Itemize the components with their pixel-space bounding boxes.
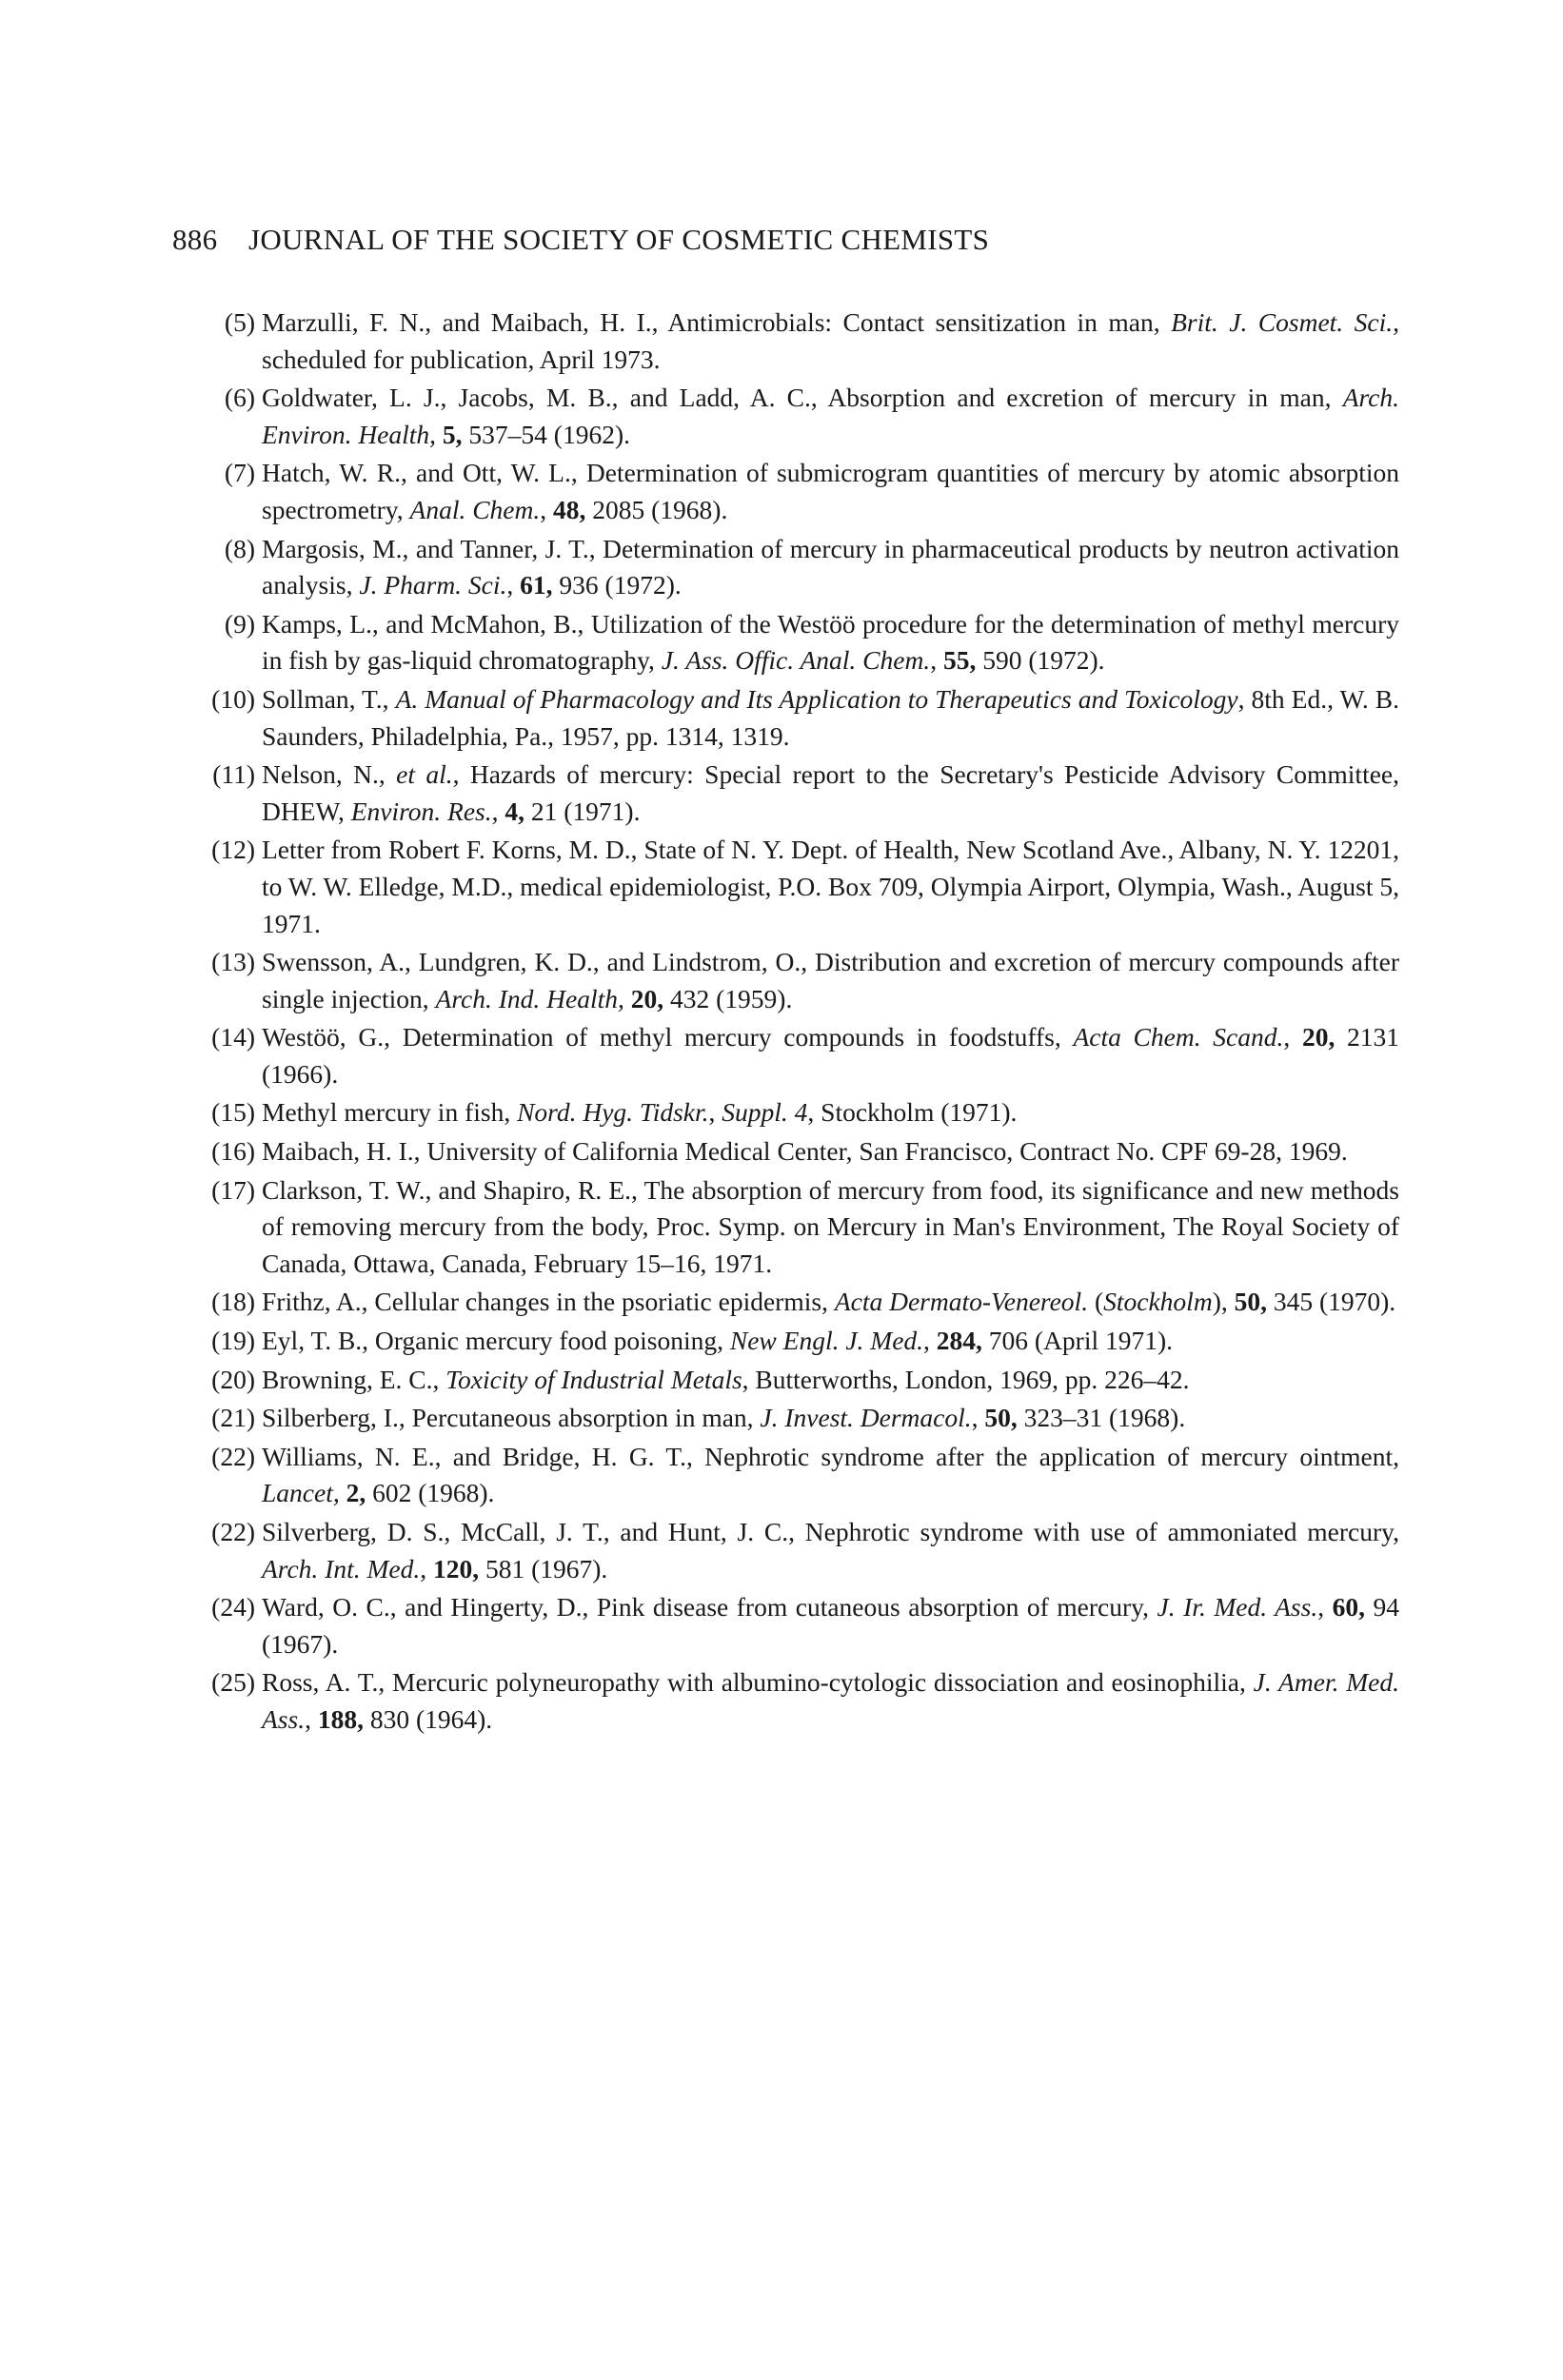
citation-text: Margosis, M., and Tanner, J. T., Determination of mercury in pharmaceutical products by neutron activation analysis, — [262, 533, 1399, 600]
reference-number: (25) — [211, 1667, 255, 1698]
citation-text: 323–31 (1968). — [1017, 1403, 1186, 1433]
citation-text: 21 (1971). — [524, 796, 641, 826]
citation-text: Silverberg, D. S., McCall, J. T., and Hunt, J. C., Nephrotic syndrome with use of ammoniated mercury, — [262, 1517, 1399, 1546]
citation-source: J. Ir. Med. Ass. — [1157, 1592, 1318, 1623]
citation-source: Suppl. 4 — [722, 1097, 808, 1128]
citation-source: J. Pharm. Sci. — [359, 570, 507, 600]
citation-text: Sollman, T., — [262, 683, 396, 714]
citation-text: , — [491, 796, 505, 826]
citation-text: Browning, E. C., — [262, 1364, 446, 1394]
citation-text: Eyl, T. B., Organic mercury food poisoning, — [262, 1326, 730, 1356]
reference-item — [188, 1362, 1399, 1399]
reference-item — [188, 455, 1399, 528]
citation-text: , 8th Ed., W. B. Saunders, Philadelphia, Pa., 1957, pp. 1314, 1319. — [262, 683, 1400, 751]
citation-text: 432 (1959). — [663, 983, 793, 1013]
reference-item — [188, 1589, 1399, 1662]
citation-source: J. Amer. Med. Ass. — [262, 1667, 1399, 1734]
citation-text: Methyl mercury in fish, — [262, 1097, 518, 1128]
citation-text: , scheduled for publication, April 1973. — [262, 307, 1399, 374]
citation-volume: 5, — [442, 419, 463, 449]
reference-number: (20) — [211, 1364, 255, 1394]
citation-source: Nord. Hyg. Tidskr. — [517, 1097, 709, 1128]
citation-text: , — [1317, 1592, 1333, 1623]
citation-text: , — [420, 1553, 433, 1583]
citation-text: 830 (1964). — [363, 1703, 493, 1734]
citation-source: Arch. Int. Med. — [262, 1553, 421, 1583]
citation-text: 537–54 (1962). — [462, 419, 630, 449]
reference-number: (14) — [211, 1022, 255, 1052]
reference-number: (22) — [211, 1441, 255, 1471]
reference-number: (9) — [224, 608, 255, 639]
reference-number: (19) — [211, 1326, 255, 1356]
citation-text: 602 (1968). — [366, 1478, 495, 1508]
citation-source: Stockholm — [1103, 1287, 1213, 1317]
citation-source: Brit. J. Cosmet. Sci. — [1171, 307, 1394, 337]
citation-text: Goldwater, L. J., Jacobs, M. B., and Ladd, A. C., Absorption and excretion of mercury in man, — [262, 383, 1343, 413]
citation-volume: 20, — [1301, 1022, 1335, 1052]
citation-text: ), — [1212, 1287, 1235, 1317]
citation-volume: 48, — [553, 494, 586, 524]
citation-text: Westöö, G., Determination of methyl mercury compounds in foodstuffs, — [262, 1022, 1074, 1052]
reference-number: (10) — [211, 683, 255, 714]
citation-source: Anal. Chem. — [409, 494, 541, 524]
citation-volume: 55, — [942, 645, 977, 676]
citation-text: 2131 (1966). — [262, 1022, 1400, 1089]
citation-volume: 120, — [432, 1553, 480, 1583]
citation-text: 94 (1967). — [262, 1592, 1400, 1659]
reference-item — [188, 1514, 1399, 1587]
citation-text: Clarkson, T. W., and Shapiro, R. E., The absorption of mercury from food, its significance and new methods of removing mercury from the body, Proc. Symp. on Mercury in Man's Environment, The Royal Society of Canada, Ottawa, Canada, February 15–16, 1971. — [262, 1174, 1399, 1278]
reference-item — [188, 1439, 1399, 1512]
citation-text: Ward, O. C., and Hingerty, D., Pink disease from cutaneous absorption of mercury, — [262, 1592, 1157, 1623]
reference-number: (8) — [224, 533, 255, 563]
citation-text: Hatch, W. R., and Ott, W. L., Determination of submicrogram quantities of mercury by atomic absorption spectrometry, — [262, 458, 1399, 524]
citation-source: Environ. Res. — [350, 796, 492, 826]
reference-item — [188, 531, 1399, 604]
citation-volume: 4, — [505, 796, 524, 826]
reference-list — [188, 305, 1399, 1741]
citation-text: 581 (1967). — [479, 1553, 608, 1583]
citation-text: , — [971, 1403, 985, 1433]
citation-text: ( — [1088, 1287, 1104, 1317]
citation-source: Lancet, — [262, 1478, 340, 1508]
reference-number: (13) — [211, 947, 255, 977]
reference-item — [188, 1400, 1399, 1437]
citation-text: 345 (1970). — [1266, 1287, 1396, 1317]
reference-item — [188, 1284, 1399, 1321]
citation-text: 590 (1972). — [976, 645, 1105, 676]
citation-source: New Engl. J. Med. — [729, 1326, 924, 1356]
citation-text: Marzulli, F. N., and Maibach, H. I., Antimicrobials: Contact sensitization in man, — [262, 307, 1172, 337]
reference-number: (11) — [212, 759, 255, 790]
citation-text: , Butterworths, London, 1969, pp. 226–42. — [742, 1364, 1190, 1394]
citation-text: , Hazards of mercury: Special report to the Secretary's Pesticide Advisory Committee, DHEW, — [262, 759, 1399, 826]
citation-source: J. Ass. Offic. Anal. Chem. — [661, 645, 931, 676]
journal-title: JOURNAL OF THE SOCIETY OF COSMETIC CHEMISTS — [248, 223, 990, 256]
reference-item — [188, 305, 1399, 378]
reference-item — [188, 606, 1399, 679]
citation-source: Arch. Environ. Health, — [262, 383, 1399, 449]
reference-number: (17) — [211, 1174, 255, 1205]
running-head — [172, 221, 1400, 259]
citation-volume: 2, — [346, 1478, 366, 1508]
reference-number: (24) — [211, 1592, 255, 1623]
reference-item — [188, 1133, 1399, 1170]
citation-volume: 50, — [1234, 1287, 1267, 1317]
citation-text: 706 (April 1971). — [981, 1326, 1174, 1356]
citation-source: Arch. Ind. Health, — [435, 983, 624, 1013]
page-number: 886 — [172, 223, 218, 256]
citation-text: Swensson, A., Lundgren, K. D., and Lindstrom, O., Distribution and excretion of mercury compounds after single injection, — [262, 947, 1399, 1013]
citation-text: , — [305, 1703, 318, 1734]
citation-source: A. Manual of Pharmacology and Its Application to Therapeutics and Toxicology — [395, 683, 1238, 714]
citation-text: , — [1283, 1022, 1302, 1052]
citation-text: Silberberg, I., Percutaneous absorption in man, — [262, 1403, 761, 1433]
citation-volume: 188, — [317, 1703, 364, 1734]
citation-text: Nelson, N., — [262, 759, 397, 790]
citation-text: Letter from Robert F. Korns, M. D., State of N. Y. Dept. of Health, New Scotland Ave., Albany, N. Y. 12201, to W. W. Elledge, M.D., medical epidemiologist, P.O. Box 709, Olympia Airport, Olympia, Wash., August 5, 1971. — [262, 835, 1400, 938]
reference-number: (5) — [224, 307, 255, 337]
citation-text — [624, 984, 631, 1013]
citation-volume: 50, — [984, 1403, 1018, 1433]
reference-number: (16) — [211, 1136, 255, 1167]
reference-item — [188, 832, 1399, 942]
citation-volume: 20, — [630, 983, 664, 1013]
citation-volume: 60, — [1332, 1592, 1365, 1623]
reference-item — [188, 681, 1399, 755]
citation-text: , — [708, 1097, 722, 1128]
reference-item — [188, 1094, 1399, 1131]
reference-number: (12) — [211, 835, 255, 865]
reference-number: (18) — [211, 1287, 255, 1317]
citation-source: J. Invest. Dermacol. — [760, 1403, 972, 1433]
citation-volume: 284, — [936, 1326, 982, 1356]
reference-number: (21) — [211, 1403, 255, 1433]
reference-number: (22) — [211, 1517, 255, 1546]
citation-source: Acta Chem. Scand. — [1073, 1022, 1284, 1052]
reference-item — [188, 1172, 1399, 1283]
reference-item — [188, 380, 1399, 453]
citation-source: Toxicity of Industrial Metals — [445, 1364, 742, 1394]
reference-number: (7) — [224, 458, 255, 488]
citation-text: Frithz, A., Cellular changes in the psoriatic epidermis, — [262, 1287, 835, 1317]
citation-source: Acta Dermato-Venereol. — [834, 1287, 1089, 1317]
reference-item — [188, 757, 1399, 830]
citation-text: , — [930, 645, 943, 676]
citation-text: , — [506, 570, 521, 600]
citation-text: 936 (1972). — [552, 570, 682, 600]
reference-item — [188, 1664, 1399, 1738]
citation-text — [340, 1478, 346, 1507]
citation-text: , Stockholm (1971). — [807, 1097, 1018, 1128]
citation-text — [436, 420, 443, 449]
citation-text: , — [923, 1326, 937, 1356]
reference-number: (15) — [211, 1097, 255, 1128]
citation-text: Kamps, L., and McMahon, B., Utilization of the Westöö procedure for the determination of methyl mercury in fish by gas-liquid chromatography, — [262, 608, 1399, 676]
citation-source: et al. — [396, 759, 453, 790]
reference-number: (6) — [224, 383, 255, 413]
citation-text: , — [540, 494, 554, 524]
citation-text: Williams, N. E., and Bridge, H. G. T., Nephrotic syndrome after the application of mercury ointment, — [262, 1441, 1399, 1471]
reference-item — [188, 944, 1399, 1017]
citation-text: Ross, A. T., Mercuric polyneuropathy with albumino-cytologic dissociation and eosinophilia, — [262, 1667, 1254, 1698]
citation-volume: 61, — [520, 570, 553, 600]
citation-text: 2085 (1968). — [585, 494, 728, 524]
citation-text: Maibach, H. I., University of California Medical Center, San Francisco, Contract No. CPF 69-28, 1969. — [262, 1136, 1348, 1167]
reference-item — [188, 1019, 1399, 1092]
reference-item — [188, 1323, 1399, 1360]
